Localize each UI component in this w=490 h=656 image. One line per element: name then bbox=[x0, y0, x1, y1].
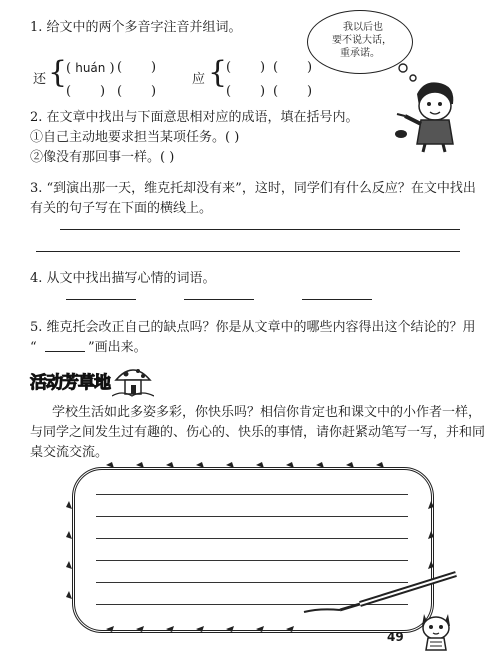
answer-line-3b[interactable] bbox=[36, 251, 460, 252]
answer-line-4c[interactable] bbox=[302, 299, 372, 300]
bubble-line-3: 重承诺。 bbox=[340, 48, 380, 59]
bubble-line-1: 我以后也 bbox=[343, 22, 383, 33]
word-blank-2a[interactable]: ( ) bbox=[273, 60, 313, 75]
question-1-text: 1. 给文中的两个多音字注音并组词。 bbox=[30, 20, 242, 35]
left-brace-1: { bbox=[48, 55, 68, 90]
question-5-line-1: 5. 维克托会改正自己的缺点吗？你是从文章中的哪些内容得出这个结论的？用 bbox=[30, 320, 476, 335]
question-3-line-1: 3. “到演出那一天，维克托却没有来”，这时，同学们有什么反应？在文中找出 bbox=[30, 181, 476, 196]
word-blank-1a[interactable]: ( ) bbox=[117, 60, 157, 75]
question-5-open-quote: “ bbox=[30, 340, 37, 355]
word-blank-1b[interactable]: ( ) bbox=[117, 84, 157, 99]
answer-line-4b[interactable] bbox=[184, 299, 254, 300]
writing-line-4[interactable] bbox=[96, 560, 408, 561]
boy-with-brush-icon bbox=[395, 72, 475, 154]
activity-para-line-1: 学校生活如此多姿多彩，你快乐吗？相信你肯定也和课文中的小作者一样， bbox=[52, 405, 482, 420]
writing-line-1[interactable] bbox=[96, 494, 408, 495]
left-brace-2: { bbox=[208, 55, 228, 90]
bubble-line-2: 要不说大话， bbox=[332, 35, 392, 46]
answer-line-4a[interactable] bbox=[66, 299, 136, 300]
question-5-line-2: ”画出来。 bbox=[88, 340, 147, 355]
activity-para-line-2: 与同学之间发生过有趣的、伤心的、快乐的事情，请你赶紧动笔写一写，并和同 bbox=[30, 425, 486, 440]
pinyin-blank-2a[interactable]: ( ) bbox=[226, 60, 266, 75]
page-number: 49 bbox=[387, 630, 404, 644]
pinyin-blank-2b[interactable]: ( ) bbox=[226, 84, 266, 99]
word-blank-2b[interactable]: ( ) bbox=[273, 84, 313, 99]
char-ying: 应 bbox=[192, 72, 206, 87]
question-4-text: 4. 从文中找出描写心情的词语。 bbox=[30, 271, 216, 286]
cat-mascot-icon bbox=[418, 608, 454, 652]
activity-para-line-3: 桌交流交流。 bbox=[30, 445, 109, 460]
char-huan: 还 bbox=[33, 72, 47, 87]
pinyin-blank-1a[interactable]: ( huán ) bbox=[66, 61, 115, 76]
example-underline bbox=[45, 351, 85, 352]
pinyin-huan: huán bbox=[75, 61, 106, 75]
mushroom-house-icon bbox=[112, 362, 154, 398]
answer-line-3a[interactable] bbox=[60, 229, 460, 230]
pinyin-blank-1b[interactable]: ( ) bbox=[66, 84, 106, 99]
writing-line-3[interactable] bbox=[96, 538, 408, 539]
writing-line-2[interactable] bbox=[96, 516, 408, 517]
question-2-item-2: ②像没有那回事一样。( ) bbox=[30, 150, 175, 165]
activity-title: 活动芳草地 bbox=[30, 373, 110, 393]
question-2-text: 2. 在文章中找出与下面意思相对应的成语，填在括号内。 bbox=[30, 110, 359, 125]
question-3-line-2: 有关的句子写在下面的横线上。 bbox=[30, 201, 213, 216]
question-2-item-1: ①自己主动地要求担当某项任务。( ) bbox=[30, 130, 240, 145]
